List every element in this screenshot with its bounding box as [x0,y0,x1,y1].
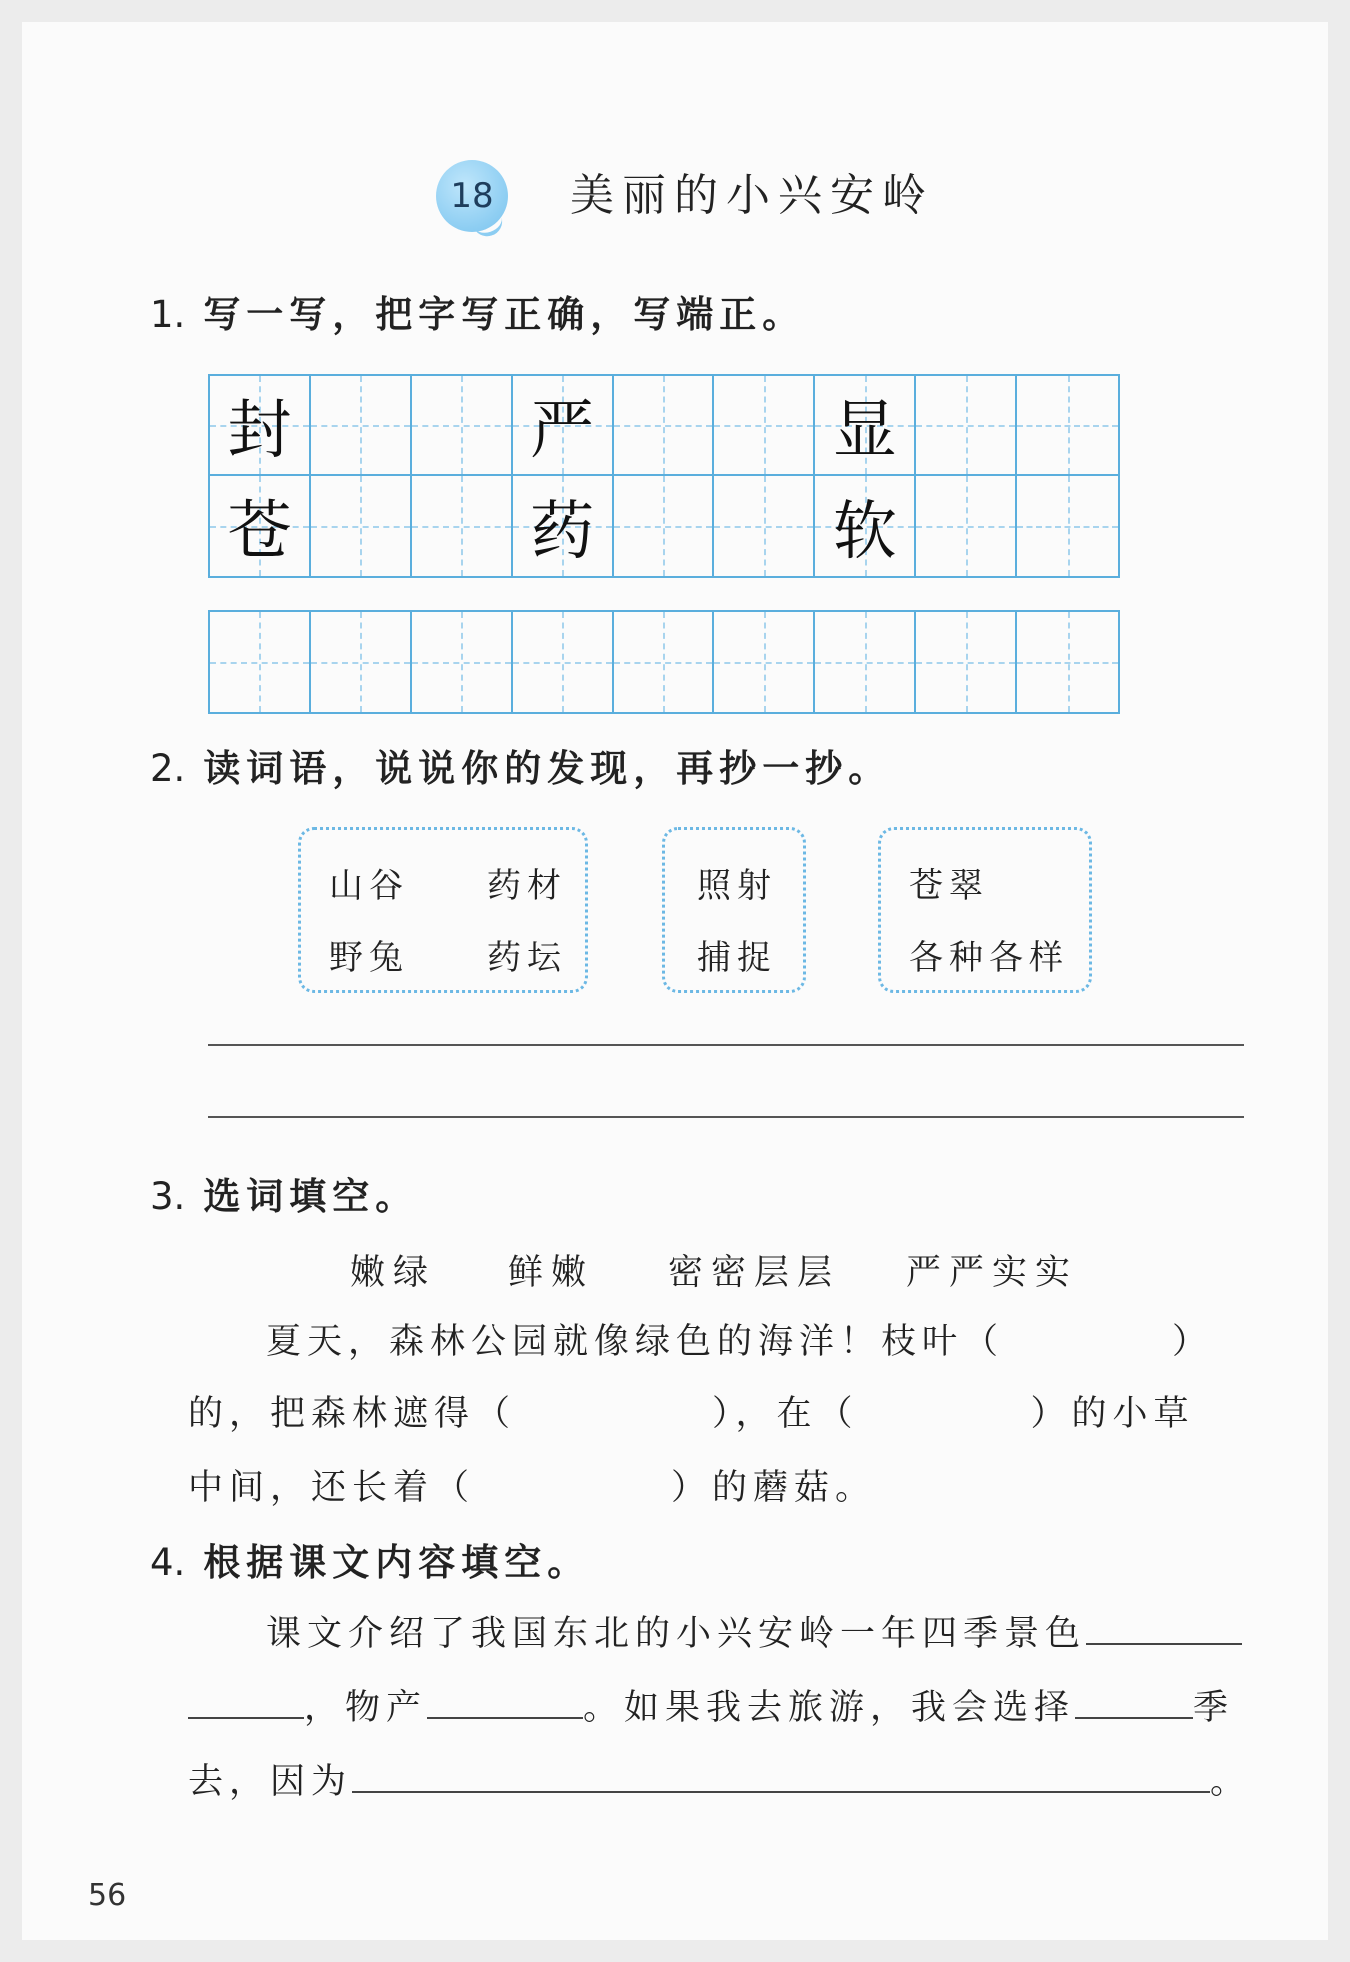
grid-cell[interactable] [614,476,715,576]
question-4-instruction: 根据课文内容填空。 [203,1540,591,1584]
q4-line-2-text-c: 季 [1193,1688,1235,1728]
question-3-number: 3. [150,1175,186,1218]
grid-char [815,612,914,712]
grid-cell[interactable] [311,376,412,476]
grid-char [614,376,713,474]
grid-cell[interactable] [513,612,614,712]
grid-char: 软 [832,495,897,569]
question-4-heading [150,1538,590,1587]
word: 捕捉 [697,938,777,978]
question-1-number: 1. [150,293,186,336]
grid-cell[interactable] [815,376,916,476]
q4-line-2-text-b: 。如果我去旅游，我会选择 [583,1688,1076,1728]
q3-line-1-text: 夏天，森林公园就像绿色的海洋！枝叶（ [266,1322,1005,1362]
grid-char [1017,612,1118,712]
q3-line-2 [188,1390,1195,1438]
grid-char [714,612,813,712]
lesson-number: 18 [450,176,494,216]
word: 各种各样 [909,938,1069,978]
q4-line-3-text-b: 。 [1210,1762,1252,1802]
question-1-instruction: 写一写，把字写正确，写端正。 [203,292,806,336]
grid-cell[interactable] [815,612,916,712]
grid-char: 显 [832,394,897,468]
question-3-heading [150,1172,418,1221]
answer-line[interactable] [208,1044,1244,1046]
grid-cell[interactable] [714,476,815,576]
grid-cell[interactable] [1017,376,1118,476]
q3-line-1-close: ） [1172,1322,1214,1362]
grid-char: 苍 [227,495,292,569]
grid-cell[interactable] [714,612,815,712]
question-3-instruction: 选词填空。 [203,1174,419,1218]
word-option: 密密层层 [668,1253,841,1293]
q3-line-2-text-c: ）的小草 [1030,1394,1195,1434]
grid-char [1017,476,1118,576]
word: 野兔 [329,938,409,978]
word-option: 嫩绿 [350,1253,437,1293]
grid-char [614,612,713,712]
fill-blank[interactable] [352,1761,1210,1793]
grid-char: 药 [530,495,595,569]
q3-line-2-text-a: 的，把森林遮得（ [188,1394,517,1434]
grid-cell[interactable] [210,376,311,476]
grid-char [412,476,511,576]
grid-cell[interactable] [513,376,614,476]
word-option: 严严实实 [906,1253,1079,1293]
fill-blank[interactable] [1075,1687,1193,1719]
grid-cell[interactable] [614,376,715,476]
q4-line-1 [266,1610,1242,1658]
grid-char [412,376,511,474]
answer-line[interactable] [208,1116,1244,1118]
q4-line-2-text-a: ，物产 [304,1688,428,1728]
grid-cell[interactable] [412,376,513,476]
grid-cell[interactable] [210,612,311,712]
q4-line-3-text-a: 去，因为 [188,1762,353,1802]
word-option: 鲜嫩 [508,1253,595,1293]
grid-char [311,376,410,474]
grid-cell[interactable] [513,476,614,576]
word: 药材 [487,866,567,906]
grid-char: 严 [530,394,595,468]
lesson-title: 美丽的小兴安岭 [570,170,934,221]
q4-line-2 [188,1684,1234,1732]
grid-char [714,376,813,474]
grid-char [210,612,309,712]
grid-char [916,476,1015,576]
grid-cell[interactable] [412,612,513,712]
grid-char [916,612,1015,712]
question-2-number: 2. [150,747,186,790]
word-group-3 [878,827,1092,993]
fill-blank[interactable] [188,1687,304,1719]
grid-char [1017,376,1118,474]
q3-line-3-text-b: ）的蘑菇。 [671,1468,877,1508]
word: 照射 [697,866,777,906]
grid-char [916,376,1015,474]
question-2-instruction: 读词语，说说你的发现，再抄一抄。 [203,746,892,790]
grid-char [714,476,813,576]
question-1-heading [150,290,805,339]
blank-writing-grid [208,610,1120,714]
grid-cell[interactable] [412,476,513,576]
grid-cell[interactable] [614,612,715,712]
word: 山谷 [329,866,409,906]
q3-line-2-text-b: ），在（ [712,1394,859,1434]
grid-cell[interactable] [1017,476,1118,576]
grid-cell[interactable] [916,376,1017,476]
character-writing-grid [208,374,1120,578]
grid-char [614,476,713,576]
grid-cell[interactable] [916,612,1017,712]
fill-blank[interactable] [427,1687,583,1719]
grid-char [311,612,410,712]
grid-cell[interactable] [311,612,412,712]
word-group-1 [298,827,588,993]
fill-blank[interactable] [1086,1613,1242,1645]
question-2-heading [150,744,891,793]
page-number: 56 [88,1878,127,1913]
q3-line-3 [188,1464,876,1512]
grid-cell[interactable] [916,476,1017,576]
grid-cell[interactable] [1017,612,1118,712]
grid-char [311,476,410,576]
word: 苍翠 [909,866,989,906]
grid-cell[interactable] [311,476,412,576]
grid-cell[interactable] [714,376,815,476]
grid-cell[interactable] [210,476,311,576]
question-4-number: 4. [150,1541,186,1584]
grid-char: 封 [227,394,292,468]
grid-char [513,612,612,712]
q3-line-1 [266,1318,1213,1366]
grid-char [412,612,511,712]
q4-line-3 [188,1758,1251,1806]
q3-line-3-text-a: 中间，还长着（ [188,1468,476,1508]
grid-cell[interactable] [815,476,916,576]
workbook-page [22,22,1328,1940]
word: 药坛 [487,938,567,978]
q4-line-1-text: 课文介绍了我国东北的小兴安岭一年四季景色 [266,1614,1087,1654]
word-group-2 [662,827,806,993]
